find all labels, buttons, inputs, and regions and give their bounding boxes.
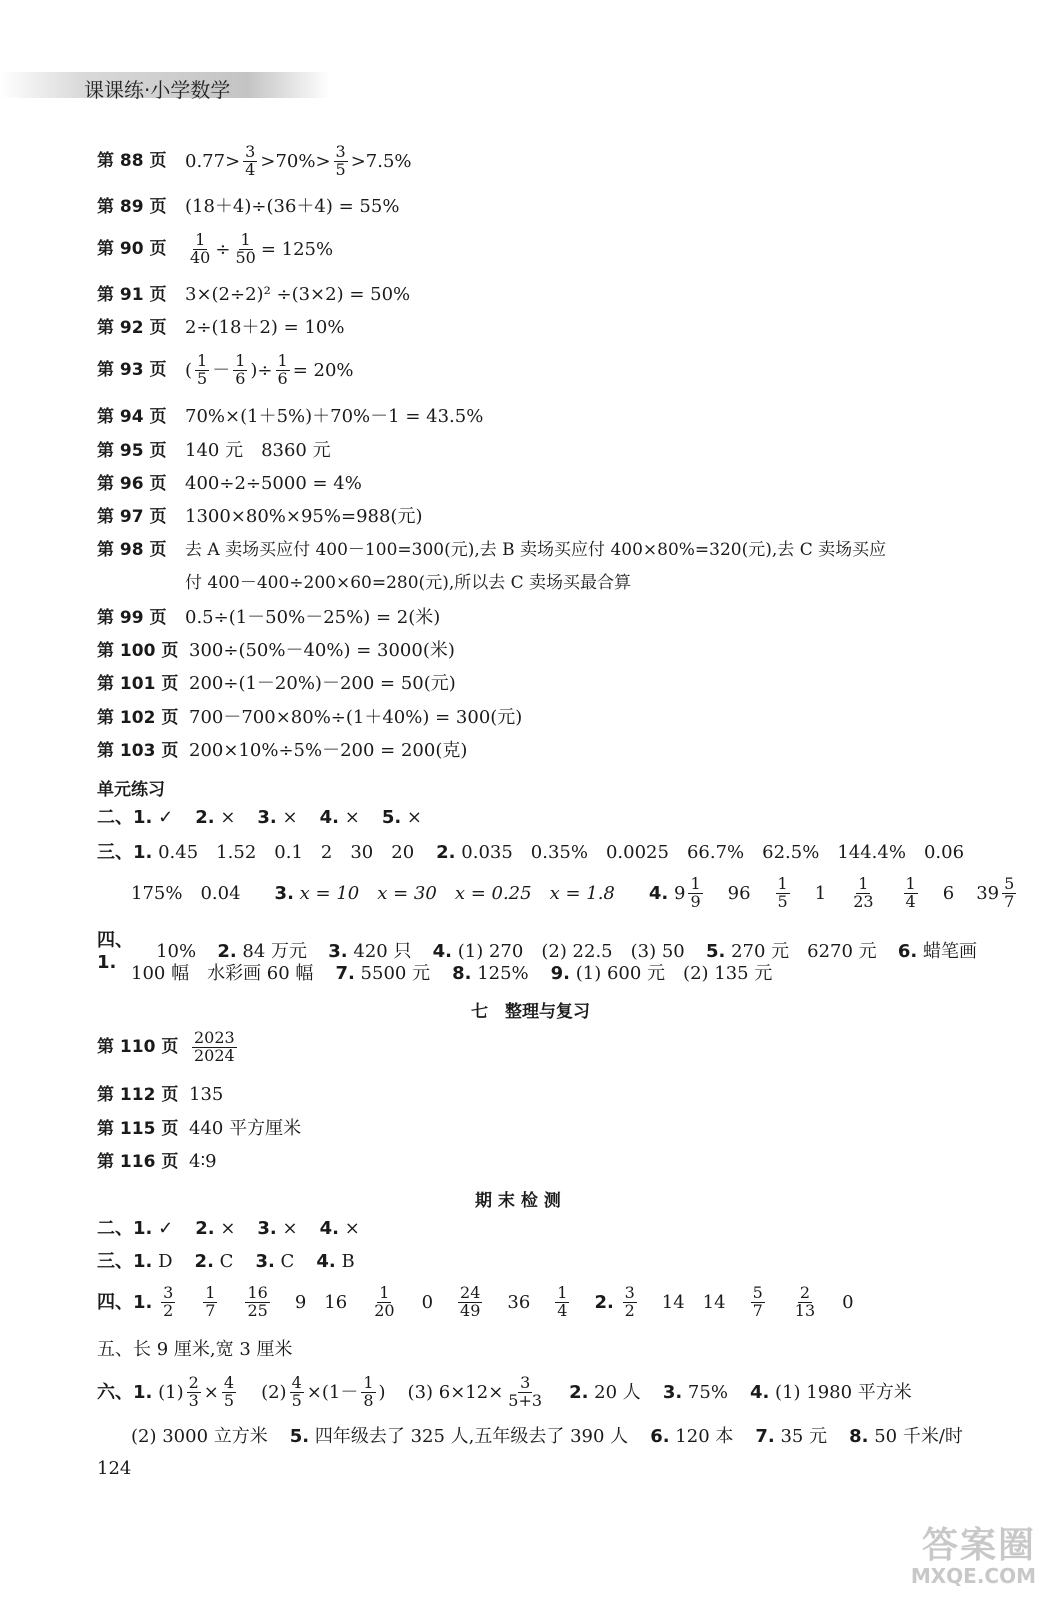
answer-text: × [203,1381,219,1403]
answer-text: C [219,1251,234,1272]
page-label: 第 103 页 [97,740,179,761]
answer-row-95 [97,440,331,462]
item-number: 6. [897,940,918,962]
item-number: 2. [436,842,456,863]
item-number: 4. [432,940,453,962]
page-label: 第 88 页 [97,151,167,172]
page-label: 第 95 页 [97,440,167,461]
final-line-5 [97,1339,293,1361]
page-label: 第 98 页 [97,540,167,560]
answer-text: 300÷(50%－40%) = 3000(米) [189,640,455,661]
answer-text: × [282,807,298,828]
expr-part: － [212,359,231,381]
fraction: $\frac{1}{9}$ [690,874,701,911]
fraction: $\frac{2}{13}$ [794,1283,816,1320]
answer-row-93 [97,353,354,388]
answer-row-99 [97,607,440,629]
page-number: 124 [97,1458,132,1479]
item-number: 六、1. [97,1381,153,1403]
final-line-2 [97,1218,360,1240]
answer-text: 400÷2÷5000 = 4% [185,473,362,494]
page-label: 第 96 页 [97,473,167,494]
final-line-6a [97,1375,912,1410]
answer-row-91 [97,284,410,306]
answer-text: × [406,807,423,828]
answer-text: 蜡笔画 [923,940,977,962]
item-number: 9. [550,963,571,984]
item-number: 四、1. [97,930,133,973]
answer-text: 0 [421,1291,434,1313]
answer-text: 125% [477,963,529,984]
item-number: 三、1. [97,1251,153,1272]
answer-text: 0 [842,1291,854,1313]
page-label: 第 90 页 [97,239,167,260]
answer-text: 五、长 9 厘米,宽 3 厘米 [97,1339,293,1360]
expr-part: = 20% [292,359,354,381]
item-number: 四、1. [97,1291,153,1313]
fraction: $\frac{1}{7}$ [205,1283,216,1320]
answer-text: 5500 元 [360,963,431,984]
answer-text: 0.5÷(1－50%－25%) = 2(米) [185,607,441,628]
answer-text: × [344,807,360,828]
unit-line-2 [97,807,422,829]
answer-text: (2) [261,1381,287,1403]
item-number: 2. [195,807,215,828]
fraction: $\frac{1}{4}$ [905,874,916,911]
answer-row-94 [97,406,483,428]
item-number: 4. [319,807,339,828]
answer-row-92 [97,317,344,339]
item-number: 二、1. [97,807,153,828]
expr-part: ( [185,359,193,381]
answer-text: 14 14 [661,1291,726,1313]
item-number: 3. [328,940,348,962]
expr-part: )÷ [250,359,273,381]
fraction: $\frac{1}{4}$ [557,1283,568,1320]
answer-text: 270 元 6270 元 [731,940,877,962]
answer-text: x = 10 x = 30 x = 0.25 x = 1.8 [299,882,615,904]
fraction: $\frac{4}{5}$ [291,1373,302,1410]
page-label: 第 92 页 [97,317,167,338]
answer-text: 96 [727,882,751,904]
watermark-text: 答案圈 [921,1525,1036,1566]
expr-part: ÷ [215,238,231,260]
answer-text: 200×10%÷5%－200 = 200(克) [189,740,468,761]
answer-row-98 [97,540,886,560]
fraction: $\frac{3}{5}$ [335,142,346,179]
page-label: 第 102 页 [97,707,179,728]
answer-text: 0.035 0.35% 0.0025 66.7% 62.5% 144.4% 0.06 [461,842,965,863]
fraction: $\frac{2}{3}$ [188,1373,199,1410]
answer-text: 75% [687,1381,728,1403]
answer-text: 3×(2÷2)² ÷(3×2) = 50% [185,284,411,305]
item-number: 4. [749,1381,770,1403]
unit-line-3a [97,842,964,864]
answer-text: 700－700×80%÷(1＋40%) = 300(元) [189,707,523,728]
answer-text: 4∶9 [189,1151,217,1172]
answer-text: 84 万元 [242,940,308,962]
fraction: $\frac{1}{5}$ [197,351,208,388]
item-number: 2. [594,1291,614,1313]
answer-text: 6 [942,882,955,904]
unit-practice-title: 单元练习 [97,780,165,800]
expr-part: >70%> [260,150,331,172]
answer-row-101 [97,673,456,695]
answer-row-102 [97,707,522,729]
item-number: 5. [705,940,726,962]
answer-row-100 [97,640,455,662]
answer-text: (1) [158,1381,184,1403]
answer-text: 9 [674,882,686,904]
final-line-6b [131,1426,963,1448]
answer-text: 135 [189,1084,224,1105]
item-number: 5. [289,1426,310,1447]
answer-row-103 [97,740,467,762]
fraction: $\frac{1}{20}$ [374,1283,395,1320]
answer-text: D [158,1251,173,1272]
fraction: $\frac{3}{2}$ [163,1283,174,1320]
fraction: $\frac{5}{7}$ [1004,874,1015,911]
watermark-logo [846,1525,1036,1588]
watermark-url: MXQE.COM [910,1564,1036,1588]
fraction: $\frac{1}{6}$ [235,351,246,388]
answer-text: (18＋4)÷(36＋4) = 55% [185,196,400,217]
item-number: 4. [319,1218,339,1239]
answer-text: (1) 1980 平方米 [775,1381,912,1403]
answer-text: ✓ [158,807,174,828]
answer-row-97 [97,506,422,528]
item-number: 2. [194,1251,214,1272]
fraction: $\frac{1}{23}$ [853,874,874,911]
expr-part: 0.77> [185,150,241,172]
answer-text: 去 A 卖场买应付 400－100=300(元),去 B 卖场买应付 400×80%=320(元),去 C 卖场买应 [185,540,887,560]
answer-text: × [220,1218,236,1239]
answer-text: ✓ [158,1218,174,1239]
unit-line-3b [131,876,1019,911]
answer-text: 140 元 8360 元 [185,440,331,461]
answer-text: 四年级去了 325 人,五年级去了 390 人 [314,1426,629,1447]
answer-text: B [341,1251,355,1272]
item-number: 8. [849,1426,869,1447]
answer-row-98-cont [185,573,631,593]
final-line-3 [97,1251,355,1273]
page-label: 第 89 页 [97,196,167,217]
answer-text: 10% [156,940,197,962]
section-seven-title: 七 整理与复习 [471,1002,590,1022]
page-label: 第 91 页 [97,284,167,305]
answer-row-115 [97,1118,301,1140]
item-number: 3. [662,1381,683,1403]
fraction: $\frac{1}{5}$ [777,874,788,911]
fraction: $\frac{5}{7}$ [752,1283,763,1320]
fraction: $\frac{1}{8}$ [363,1373,374,1410]
answer-text: 9 16 [294,1291,348,1313]
item-number: 4. [648,882,669,904]
answer-text: 付 400－400÷200×60=280(元),所以去 C 卖场买最合算 [185,573,632,593]
answer-text: 0.45 1.52 0.1 2 30 20 [158,842,415,863]
expr-part: >7.5% [350,150,412,172]
answer-text: ×(1－ [306,1381,359,1403]
fraction: $\frac{3}{4}$ [245,142,256,179]
page-label: 第 100 页 [97,640,179,661]
page-label: 第 115 页 [97,1118,179,1139]
unit-line-4b [131,963,772,985]
fraction: $\frac{1}{40}$ [190,230,211,267]
item-number: 3. [255,1251,275,1272]
final-line-4 [97,1285,854,1320]
answer-text: × [282,1218,298,1239]
answer-text: (2) 3000 立方米 [131,1426,268,1447]
item-number: 5. [381,807,402,828]
answer-row-89 [97,196,399,218]
answer-text: 1300×80%×95%=988(元) [185,506,423,527]
fraction: $\frac{24}{49}$ [460,1283,481,1320]
answer-text: 420 只 [353,940,412,962]
answer-text: 36 [507,1291,531,1313]
answer-text: × [220,807,236,828]
answer-row-90 [97,232,333,267]
item-number: 7. [755,1426,775,1447]
final-exam-title: 期 末 检 测 [475,1191,561,1211]
page-label: 第 93 页 [97,360,167,381]
answer-text: 120 本 [675,1426,734,1447]
answer-text: (1) 600 元 (2) 135 元 [575,963,773,984]
page-label: 第 101 页 [97,673,179,694]
answer-text: 200÷(1－20%)－200 = 50(元) [189,673,456,694]
answer-text: 20 人 [594,1381,641,1403]
answer-text: 440 平方厘米 [189,1118,302,1139]
fraction: $\frac{2023}{2024}$ [194,1028,235,1065]
fraction: $\frac{3}{2}$ [624,1283,635,1320]
item-number: 三、1. [97,842,153,863]
book-title: 课课练·小学数学 [84,78,231,102]
answer-text: × [344,1218,360,1239]
answer-row-88 [97,144,412,179]
fraction: $\frac{4}{5}$ [223,1373,235,1410]
fraction: $\frac{1}{6}$ [277,351,288,388]
answer-text: 70%×(1＋5%)＋70%－1 = 43.5% [185,406,484,427]
page-label: 第 110 页 [97,1037,179,1058]
answer-text: 35 元 [780,1426,828,1447]
item-number: 3. [257,1218,277,1239]
item-number: 7. [335,963,355,984]
answer-row-112 [97,1084,223,1106]
answer-text: 50 千米/时 [874,1426,963,1447]
expr-part: = 125% [260,238,334,260]
page-label: 第 99 页 [97,607,167,628]
answer-row-96 [97,473,362,495]
answer-text: ) [378,1381,386,1403]
fraction: $\frac{1}{50}$ [235,230,256,267]
item-number: 2. [569,1381,589,1403]
answer-text: 39 [976,882,1000,904]
page-label: 第 94 页 [97,406,167,427]
answer-text: C [280,1251,295,1272]
item-number: 3. [274,882,294,904]
page-label: 第 112 页 [97,1084,179,1105]
answer-row-110 [97,1030,240,1065]
page-label: 第 116 页 [97,1151,179,1172]
item-number: 二、1. [97,1218,153,1239]
answer-text: 1 [814,882,827,904]
answer-text: (1) 270 (2) 22.5 (3) 50 [457,940,685,962]
item-number: 2. [195,1218,215,1239]
item-number: 8. [452,963,472,984]
item-number: 4. [316,1251,336,1272]
fraction: $\frac{16}{25}$ [247,1283,268,1320]
item-number: 2. [217,940,237,962]
answer-text: (3) 6×12× [407,1381,504,1403]
answer-text: 100 幅 水彩画 60 幅 [131,963,314,984]
item-number: 6. [650,1426,670,1447]
answer-row-116 [97,1151,217,1173]
page-label: 第 97 页 [97,506,167,527]
item-number: 3. [257,807,277,828]
answer-text: 2÷(18＋2) = 10% [185,317,345,338]
fraction: $\frac{3}{5+3}$ [508,1373,543,1410]
answer-text: 175% 0.04 [131,882,241,904]
